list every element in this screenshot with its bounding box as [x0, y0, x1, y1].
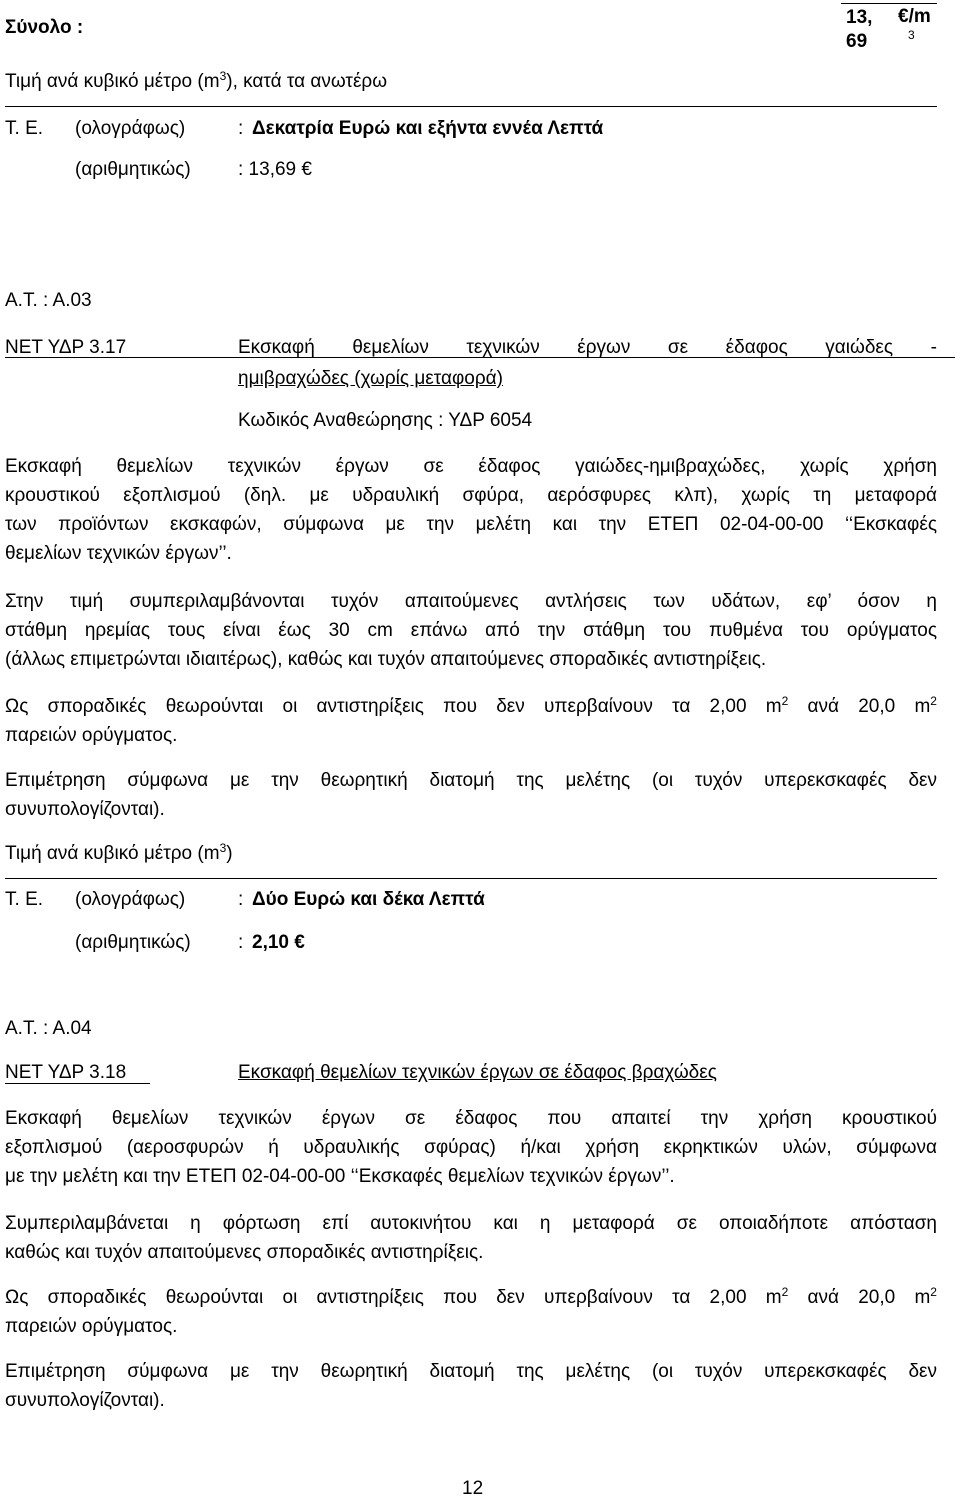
item-title-line1-a03: [238, 337, 937, 359]
paragraph4-a04: [5, 1357, 937, 1415]
title-word: -: [930, 337, 937, 358]
item-title-a04: Εκσκαφή θεμελίων τεχνικών έργων σε έδαφος βραχώδες: [238, 1062, 717, 1083]
paragraph-text: ανά 20,0 m: [788, 1287, 931, 1308]
price-caption-a03: [5, 843, 233, 865]
numbers-value-a03: 2,10 €: [252, 932, 305, 953]
paragraph-line: [5, 692, 937, 721]
paragraph-line: παρειών ορύγματος.: [5, 1316, 178, 1337]
paragraph-text: Ως σποραδικές θεωρούνται οι αντιστηρίξεις που δεν υπερβαίνουν τα 2,00 m: [5, 1287, 782, 1308]
paragraph3-a04: [5, 1283, 937, 1341]
total-divider: [841, 3, 937, 4]
paragraph-line: συνυπολογίζονται).: [5, 799, 165, 820]
words-value-a03: Δύο Ευρώ και δέκα Λεπτά: [252, 889, 485, 910]
paragraph-line: των προϊόντων εκσκαφών, σύμφωνα με την μελέτη και την ΕΤΕΠ 02-04-00-00 ‘‘Εκσκαφές: [5, 514, 937, 535]
words-value-top: Δεκατρία Ευρώ και εξήντα εννέα Λεπτά: [252, 118, 604, 139]
price-caption-top: [5, 71, 387, 93]
superscript: 2: [930, 1285, 937, 1299]
paragraph-line: παρειών ορύγματος.: [5, 725, 178, 746]
title-word: έδαφος: [725, 337, 788, 358]
total-label: Σύνολο :: [5, 17, 84, 38]
total-unit: [898, 6, 931, 42]
paragraph-line: κρουστικού εξοπλισμού (δηλ. με υδραυλική σφύρα, αερόσφυρες κλπ), χωρίς τη μεταφορά: [5, 485, 937, 506]
item-code-a03: ΝΕΤ ΥΔΡ 3.17: [5, 337, 127, 358]
price-divider-a03: [5, 878, 937, 879]
at-label-a03: Α.Τ. : Α.03: [5, 290, 92, 311]
item-title-line2-a03: ημιβραχώδες (χωρίς μεταφορά): [238, 368, 503, 389]
words-label-top: (ολογράφως): [75, 118, 186, 139]
numbers-label-top: (αριθμητικώς): [75, 159, 191, 180]
paragraph2-a03: [5, 587, 937, 674]
code-underline-a04: [5, 1083, 150, 1084]
total-value-line2: 69: [846, 31, 868, 52]
price-caption-suffix: ): [226, 843, 233, 864]
te-label-top: Τ. Ε.: [5, 118, 44, 139]
revision-code-a03: Κωδικός Αναθεώρησης : ΥΔΡ 6054: [238, 410, 533, 431]
title-word: θεμελίων: [352, 337, 429, 358]
title-word: έργων: [577, 337, 631, 358]
paragraph-line: Στην τιμή συμπεριλαμβάνονται τυχόν απαιτούμενες αντλήσεις των υδάτων, εφ’ όσον η: [5, 591, 937, 612]
title-word: τεχνικών: [466, 337, 540, 358]
paragraph-line: Εκσκαφή θεμελίων τεχνικών έργων σε έδαφος που απαιτεί την χρήση κρουστικού: [5, 1108, 937, 1129]
paragraph-line: εξοπλισμού (αεροσφυρών ή υδραυλικής σφύρας) ή/και χρήση εκρηκτικών υλών, σύμφωνα: [5, 1137, 937, 1158]
item-code-a04: ΝΕΤ ΥΔΡ 3.18: [5, 1062, 127, 1083]
numbers-value-top: : 13,69 €: [238, 159, 312, 180]
paragraph-line: καθώς και τυχόν απαιτούμενες σποραδικές αντιστηρίξεις.: [5, 1242, 484, 1263]
total-value-line1: 13,: [846, 7, 873, 28]
page-number: 12: [462, 1478, 484, 1499]
te-label-a03: Τ. Ε.: [5, 889, 44, 910]
paragraph-line: [5, 1283, 937, 1312]
paragraph-text: ανά 20,0 m: [788, 696, 931, 717]
paragraph-text: Ως σποραδικές θεωρούνται οι αντιστηρίξεις που δεν υπερβαίνουν τα 2,00 m: [5, 696, 782, 717]
title-word: σε: [667, 337, 689, 358]
superscript: 2: [930, 694, 937, 708]
price-caption-text: Τιμή ανά κυβικό μέτρο (m: [5, 843, 220, 864]
price-caption-sup: 3: [219, 841, 227, 855]
price-divider-top: [5, 106, 937, 107]
words-colon-a03: :: [238, 889, 244, 910]
paragraph-line: Εκσκαφή θεμελίων τεχνικών έργων σε έδαφος γαιώδες-ημιβραχώδες, χωρίς χρήση: [5, 456, 937, 477]
paragraph1-a03: [5, 452, 937, 568]
paragraph-line: Επιμέτρηση σύμφωνα με την θεωρητική διατομή της μελέτης (οι τυχόν υπερεκσκαφές δεν: [5, 770, 937, 791]
price-caption-text: Τιμή ανά κυβικό μέτρο (m: [5, 71, 220, 92]
superscript: 2: [781, 1285, 789, 1299]
superscript: 2: [781, 694, 789, 708]
title-word: γαιώδες: [825, 337, 894, 358]
paragraph-line: Επιμέτρηση σύμφωνα με την θεωρητική διατομή της μελέτης (οι τυχόν υπερεκσκαφές δεν: [5, 1361, 937, 1382]
paragraph-line: στάθμη ηρεμίας τους είναι έως 30 cm επάνω από την στάθμη του πυθμένα του ορύγματος: [5, 620, 937, 641]
paragraph-line: με την μελέτη και την ΕΤΕΠ 02-04-00-00 ‘‘Εκσκαφές θεμελίων τεχνικών έργων’’.: [5, 1166, 675, 1187]
paragraph-line: συνυπολογίζονται).: [5, 1390, 165, 1411]
paragraph2-a04: [5, 1209, 937, 1267]
unit-text: €/m: [898, 6, 931, 27]
words-label-a03: (ολογράφως): [75, 889, 186, 910]
words-colon-top: :: [238, 118, 244, 139]
at-label-a04: [5, 1018, 92, 1040]
numbers-colon-a03: :: [238, 932, 244, 953]
paragraph-line: θεμελίων τεχνικών έργων’’.: [5, 543, 232, 564]
at-label-text: Α.Τ. : Α.04: [5, 1018, 92, 1039]
paragraph3-a03: [5, 692, 937, 750]
price-caption-suffix: ), κατά τα ανωτέρω: [226, 71, 388, 92]
paragraph-line: (άλλως επιμετρώνται ιδιαιτέρως), καθώς και τυχόν απαιτούμενες σποραδικές αντιστηρίξεις.: [5, 649, 767, 670]
price-caption-sup: 3: [219, 69, 227, 83]
numbers-label-a03: (αριθμητικώς): [75, 932, 191, 953]
title-word: Εκσκαφή: [238, 337, 315, 358]
paragraph1-a04: [5, 1104, 937, 1191]
paragraph-line: Συμπεριλαμβάνεται η φόρτωση επί αυτοκινήτου και η μεταφορά σε οποιαδήποτε απόσταση: [5, 1213, 937, 1234]
unit-superscript: 3: [908, 28, 915, 42]
total-value: [846, 6, 872, 54]
paragraph4-a03: [5, 766, 937, 824]
